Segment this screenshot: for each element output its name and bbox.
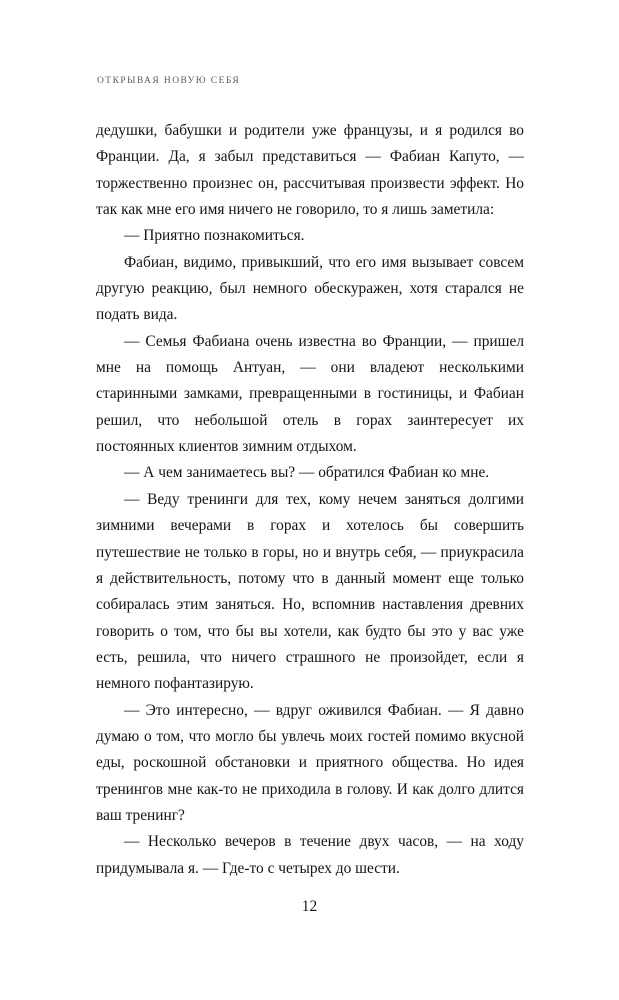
paragraph: Фабиан, видимо, привыкший, что его имя вызывает совсем другую реакцию, был немного обескуражен, хотя старался не подать вида.: [96, 253, 524, 324]
page-number: 12: [301, 898, 318, 915]
paragraph: — Веду тренинги для тех, кому нечем заняться долгими зимними вечерами в горах и хотелось бы совершить путешествие не только в горы, но и внутрь себя, — приукрасила я действительность, потому что в данный момент еще только собиралась этим заняться. Но, вспомнив наставления древних говорить о том, что бы вы хотели, как будто бы это у вас уже есть, решила, что ничего страшного не произойдет, если я немного пофантазирую.: [96, 490, 524, 693]
paragraph: — А чем занимаетесь вы? — обратился Фабиан ко мне.: [124, 464, 490, 482]
paragraph: — Несколько вечеров в течение двух часов, — на ходу придумывала я. — Где-то с четырех до шести.: [96, 833, 524, 877]
paragraph: — Семья Фабиана очень известна во Франции, — пришел мне на помощь Антуан, — они владеют несколькими старинными замками, превращенными в гостиницы, и Фабиан решил, что небольшой отель в горах заинтересует их постоянных клиентов зимним отдыхом.: [96, 332, 524, 456]
paragraph: — Это интересно, — вдруг оживился Фабиан. — Я давно думаю о том, что могло бы увлечь моих гостей помимо вкусной еды, роскошной обстановки и приятного общества. Но идея тренингов мне как-то не приходила в голову. И как долго длится ваш тренинг?: [96, 701, 524, 824]
paragraph: дедушки, бабушки и родители уже французы, и я родился во Франции. Да, я забыл представиться — Фабиан Капуто, — торжественно произнес он, рассчитывая произвести эффект. Но так как мне его имя ничего не говорило, то я лишь заметила:: [96, 122, 524, 219]
running-head: ОТКРЫВАЯ НОВУЮ СЕБЯ: [97, 76, 241, 86]
paragraph: — Приятно познакомиться.: [124, 227, 305, 245]
page-body: [96, 118, 524, 882]
